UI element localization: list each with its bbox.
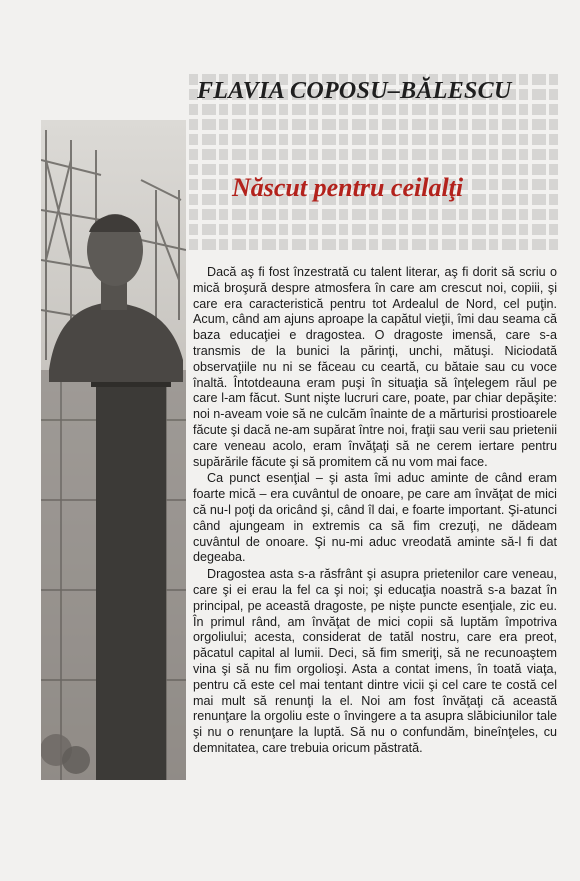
article-body xyxy=(193,265,557,757)
photo-illustration xyxy=(41,120,186,780)
paragraph: Dacă aş fi fost înzestrată cu talent literar, aş fi dorit să scriu o mică broşură despre atmosfera în care am crescut noi, copiii, şi care era caracteristică pentru tot Ardealul de Nord, cel puţin. Acum, când am ajuns aproape la capătul vieţii, îmi dau seama că baza educaţiei e dragostea. O dragoste imensă, care s-a transmis de la bunici la părinţi, unchi, mătuşi. Niciodată observaţiile nu ni se făceau cu ceartă, cu bătaie sau cu voce înaltă. Întotdeauna eram puşi în situaţia să înţelegem răul pe care l-am făcut. Sunt nişte lucruri care, poate, par chiar depăşite: noi n-aveam voie să ne culcăm înainte de a mărturisi prostioarele făcute şi dacă ne-am supărat între noi, fraţii sau verii sau prietenii care veneau acolo, eram învăţaţi să ne cerem iertare pentru supărările făcute şi să promitem că nu vom mai face. xyxy=(193,265,558,469)
author-name: FLAVIA COPOSU–BĂLESCU xyxy=(197,78,512,104)
paragraph: Ca punct esenţial – şi asta îmi aduc aminte de când eram foarte mică – era cuvântul de onoare, pe care am învăţat de mici că nu-l poţi da oricând şi, când îl dai, e foarte important. Şi-atunci când ajungeam in extremis ca să fim crezuţi, ne dădeam cuvântul de onoare. Şi nu-mi aduc vreodată aminte să-l fi dat degeaba. xyxy=(193,471,557,565)
paragraph: Dragostea asta s-a răsfrânt şi asupra prietenilor care veneau, care şi ei erau la fel ca şi noi; şi educaţia noastră s-a bazat în principal, pe această dragoste, pe nişte puncte esenţiale, zic eu. În primul rând, am învăţat de mici copii să luptăm împotriva orgoliului; acesta, considerat de tatăl nostru, care era preot, păcatul capital al lumii. Deci, să fim smeriţi, să ne recunoaştem vina şi să nu fim orgolioşi. Asta a contat imens, în toată viaţa, pentru că este cel mai tentant dintre vicii şi cel care te costă cel mai mult să renunţi la el. Noi am fost învăţaţi că această renunţare la orgoliu este o învingere a ta asupra slăbiciunilor tale şi nu o renunţare la luptă. Să nu o confundăm, bineînţeles, cu demnitatea, care trebuia oricum păstrată. xyxy=(193,567,557,755)
chapter-title: Născut pentru ceilalţi xyxy=(232,173,464,202)
bust-statue-photo xyxy=(41,120,186,780)
